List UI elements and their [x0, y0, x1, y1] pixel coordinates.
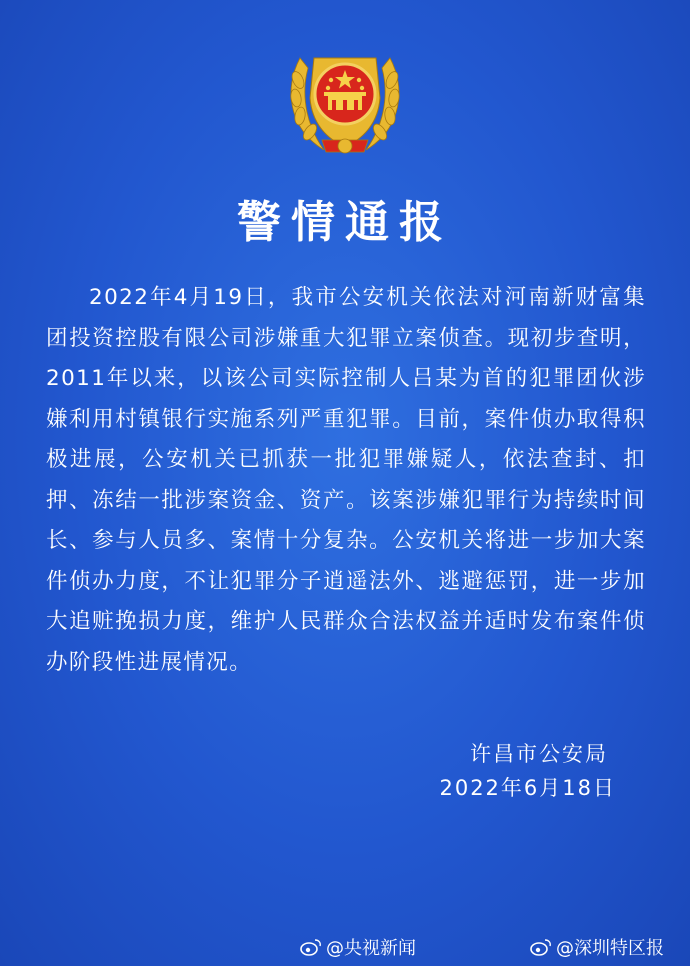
notice-title: 警情通报 [237, 197, 453, 248]
weibo-icon [300, 938, 322, 956]
watermark-sztqb [530, 934, 664, 960]
watermark-text: @深圳特区报 [556, 938, 664, 959]
watermark-text: @央视新闻 [326, 938, 416, 959]
weibo-icon [530, 938, 552, 956]
notice-body: 2022年4月19日，我市公安机关依法对河南新财富集团投资控股有限公司涉嫌重大犯罪立案侦查。现初步查明，2011年以来，以该公司实际控制人吕某为首的犯罪团伙涉嫌利用村镇银行实施系列严重犯罪。目前，案件侦办取得积极进展，公安机关已抓获一批犯罪嫌疑人，依法查封、扣押、冻结一批涉案资金、资产。该案涉嫌犯罪行为持续时间长、参与人员多、案情十分复杂。公安机关将进一步加大案件侦办力度，不让犯罪分子逍遥法外、逃避惩罚，进一步加大追赃挽损力度，维护人民群众合法权益并适时发布案件侦办阶段性进展情况。 [46, 285, 646, 675]
signature-date: 2022年6月18日 [439, 776, 616, 800]
watermark-cctv [300, 934, 416, 960]
police-emblem-icon [278, 28, 412, 162]
signature-org: 许昌市公安局 [470, 742, 608, 766]
